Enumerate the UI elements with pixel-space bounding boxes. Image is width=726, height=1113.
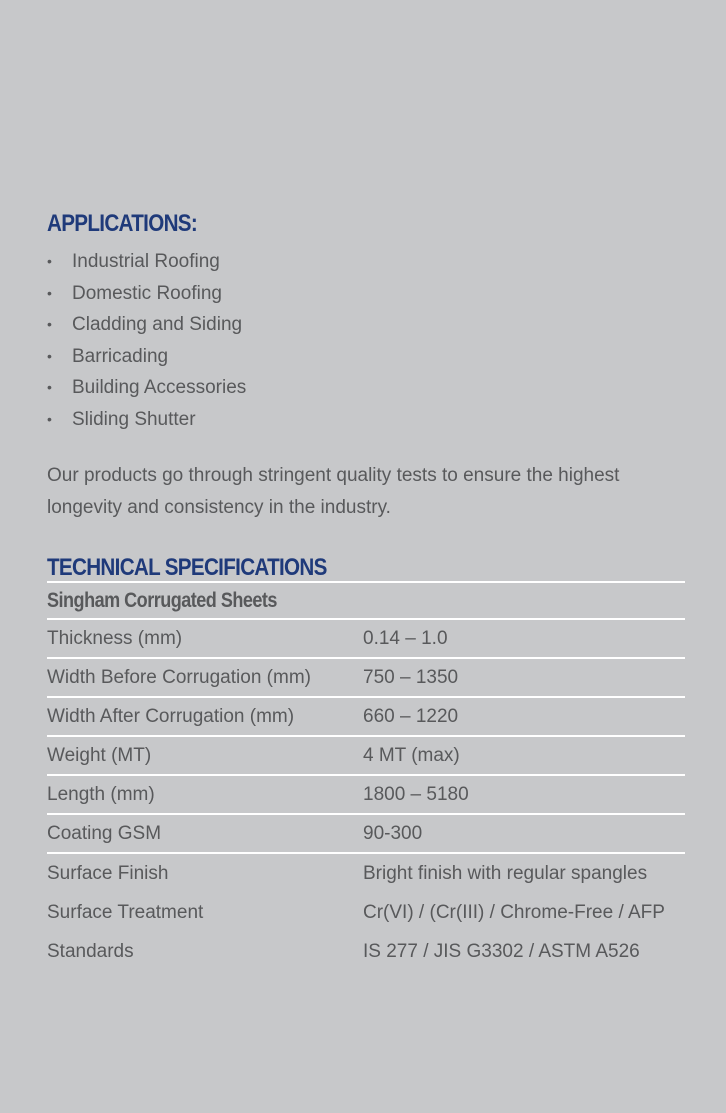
table-row — [47, 815, 685, 854]
list-item — [47, 278, 246, 310]
spec-value: IS 277 / JIS G3302 / ASTM A526 — [363, 940, 640, 962]
spec-value: 1800 – 5180 — [363, 783, 469, 805]
list-item — [47, 404, 246, 436]
spec-label: Surface Finish — [47, 862, 169, 884]
spec-value: Cr(VI) / (Cr(III) / Chrome-Free / AFP — [363, 901, 665, 923]
list-item-label: Sliding Shutter — [72, 408, 196, 430]
bullet-icon: • — [47, 379, 52, 395]
table-row — [47, 932, 685, 971]
spec-value: 750 – 1350 — [363, 666, 459, 688]
spec-value: 4 MT (max) — [363, 744, 460, 766]
applications-list — [47, 246, 246, 435]
table-row — [47, 893, 685, 932]
list-item-label: Industrial Roofing — [72, 251, 220, 272]
spec-value: 0.14 – 1.0 — [363, 627, 448, 649]
spec-label: Coating GSM — [47, 822, 162, 844]
list-item — [47, 372, 246, 404]
spec-label: Length (mm) — [47, 783, 155, 805]
spec-value: 660 – 1220 — [363, 705, 459, 727]
spec-label: Thickness (mm) — [47, 627, 183, 649]
list-item — [47, 246, 246, 278]
bullet-icon: • — [47, 316, 52, 332]
product-name: Singham Corrugated Sheets — [47, 588, 277, 612]
table-row — [47, 776, 685, 815]
table-row — [47, 854, 685, 893]
bullet-icon: • — [47, 253, 52, 269]
spec-label: Width After Corrugation (mm) — [47, 705, 295, 727]
table-row — [47, 620, 685, 659]
table-title-row — [47, 581, 685, 620]
list-item-label: Domestic Roofing — [72, 282, 222, 304]
list-item-label: Barricading — [72, 345, 169, 367]
list-item — [47, 341, 246, 373]
technical-specifications-heading: TECHNICAL SPECIFICATIONS — [47, 554, 327, 581]
spec-value: 90-300 — [363, 822, 423, 844]
bullet-icon: • — [47, 347, 52, 364]
spec-label: Weight (MT) — [47, 744, 152, 766]
spec-value: Bright finish with regular spangles — [363, 862, 648, 884]
bullet-icon: • — [47, 410, 52, 427]
list-item-label: Cladding and Siding — [72, 314, 243, 335]
applications-heading: APPLICATIONS: — [47, 210, 198, 237]
list-item — [47, 309, 246, 341]
spec-label: Surface Treatment — [47, 901, 204, 923]
table-row — [47, 698, 685, 737]
bullet-icon: • — [47, 284, 52, 301]
specifications-table — [47, 581, 685, 971]
spec-label: Standards — [47, 940, 134, 962]
spec-label: Width Before Corrugation (mm) — [47, 666, 311, 688]
quality-paragraph: Our products go through stringent quality tests to ensure the highest longevity and consistency in the industry. — [47, 465, 620, 518]
list-item-label: Building Accessories — [72, 377, 247, 398]
table-row — [47, 737, 685, 776]
table-row — [47, 659, 685, 698]
